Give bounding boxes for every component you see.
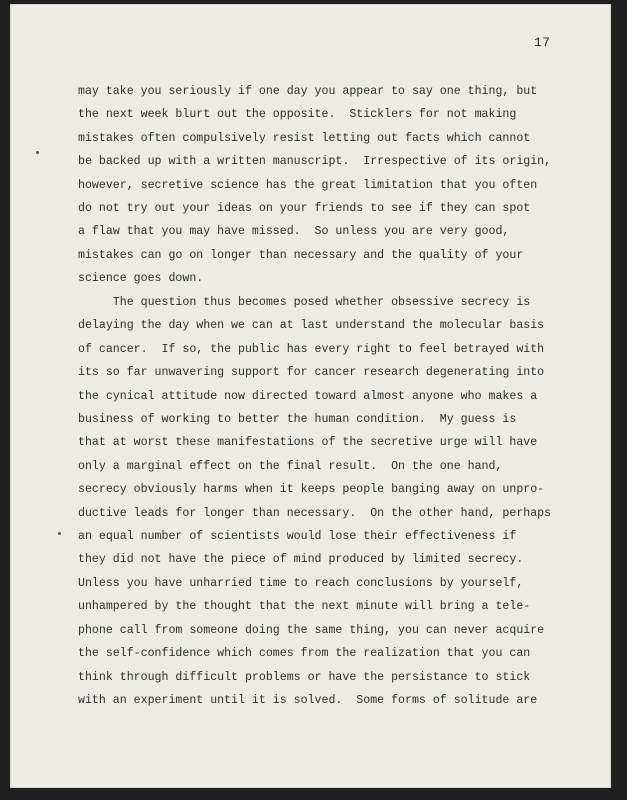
text-line: be backed up with a written manuscript. Irrespective of its origin, bbox=[78, 155, 552, 169]
text-line: mistakes often compulsively resist letting out facts which cannot bbox=[78, 131, 531, 145]
text-line: only a marginal effect on the final result. On the one hand, bbox=[78, 459, 503, 473]
paragraph-1 bbox=[78, 80, 568, 291]
text-line: do not try out your ideas on your friends to see if they can spot bbox=[78, 202, 531, 216]
text-line: of cancer. If so, the public has every right to feel betrayed with bbox=[78, 342, 545, 356]
text-line: that at worst these manifestations of the secretive urge will have bbox=[78, 436, 538, 450]
text-line: the next week blurt out the opposite. Sticklers for not making bbox=[78, 108, 517, 122]
text-line: its so far unwavering support for cancer research degenerating into bbox=[78, 366, 545, 380]
paragraph-2 bbox=[78, 291, 568, 712]
text-line: ductive leads for longer than necessary. On the other hand, perhaps bbox=[78, 506, 552, 520]
text-line: the cynical attitude now directed toward almost anyone who makes a bbox=[78, 389, 538, 403]
text-line: with an experiment until it is solved. Some forms of solitude are bbox=[78, 693, 538, 707]
text-line: secrecy obviously harms when it keeps people banging away on unpro- bbox=[78, 483, 545, 497]
text-line: think through difficult problems or have the persistance to stick bbox=[78, 670, 531, 684]
text-line: however, secretive science has the great limitation that you often bbox=[78, 178, 538, 192]
text-line: phone call from someone doing the same thing, you can never acquire bbox=[78, 623, 545, 637]
text-line: mistakes can go on longer than necessary and the quality of your bbox=[78, 248, 524, 262]
margin-mark bbox=[58, 532, 61, 535]
text-line: business of working to better the human condition. My guess is bbox=[78, 413, 517, 427]
margin-mark bbox=[36, 151, 39, 154]
text-line: unhampered by the thought that the next minute will bring a tele- bbox=[78, 600, 531, 614]
text-line: an equal number of scientists would lose their effectiveness if bbox=[78, 530, 517, 544]
text-line: delaying the day when we can at last understand the molecular basis bbox=[78, 319, 545, 333]
text-line: Unless you have unharried time to reach conclusions by yourself, bbox=[78, 576, 524, 590]
text-line: the self-confidence which comes from the realization that you can bbox=[78, 647, 531, 661]
document-page bbox=[10, 4, 611, 788]
page-number: 17 bbox=[534, 35, 551, 50]
text-line: they did not have the piece of mind produced by limited secrecy. bbox=[78, 553, 524, 567]
text-line: a flaw that you may have missed. So unless you are very good, bbox=[78, 225, 510, 239]
text-line: science goes down. bbox=[78, 272, 204, 286]
text-line: The question thus becomes posed whether obsessive secrecy is bbox=[78, 296, 531, 309]
text-line: may take you seriously if one day you appear to say one thing, but bbox=[78, 85, 538, 98]
